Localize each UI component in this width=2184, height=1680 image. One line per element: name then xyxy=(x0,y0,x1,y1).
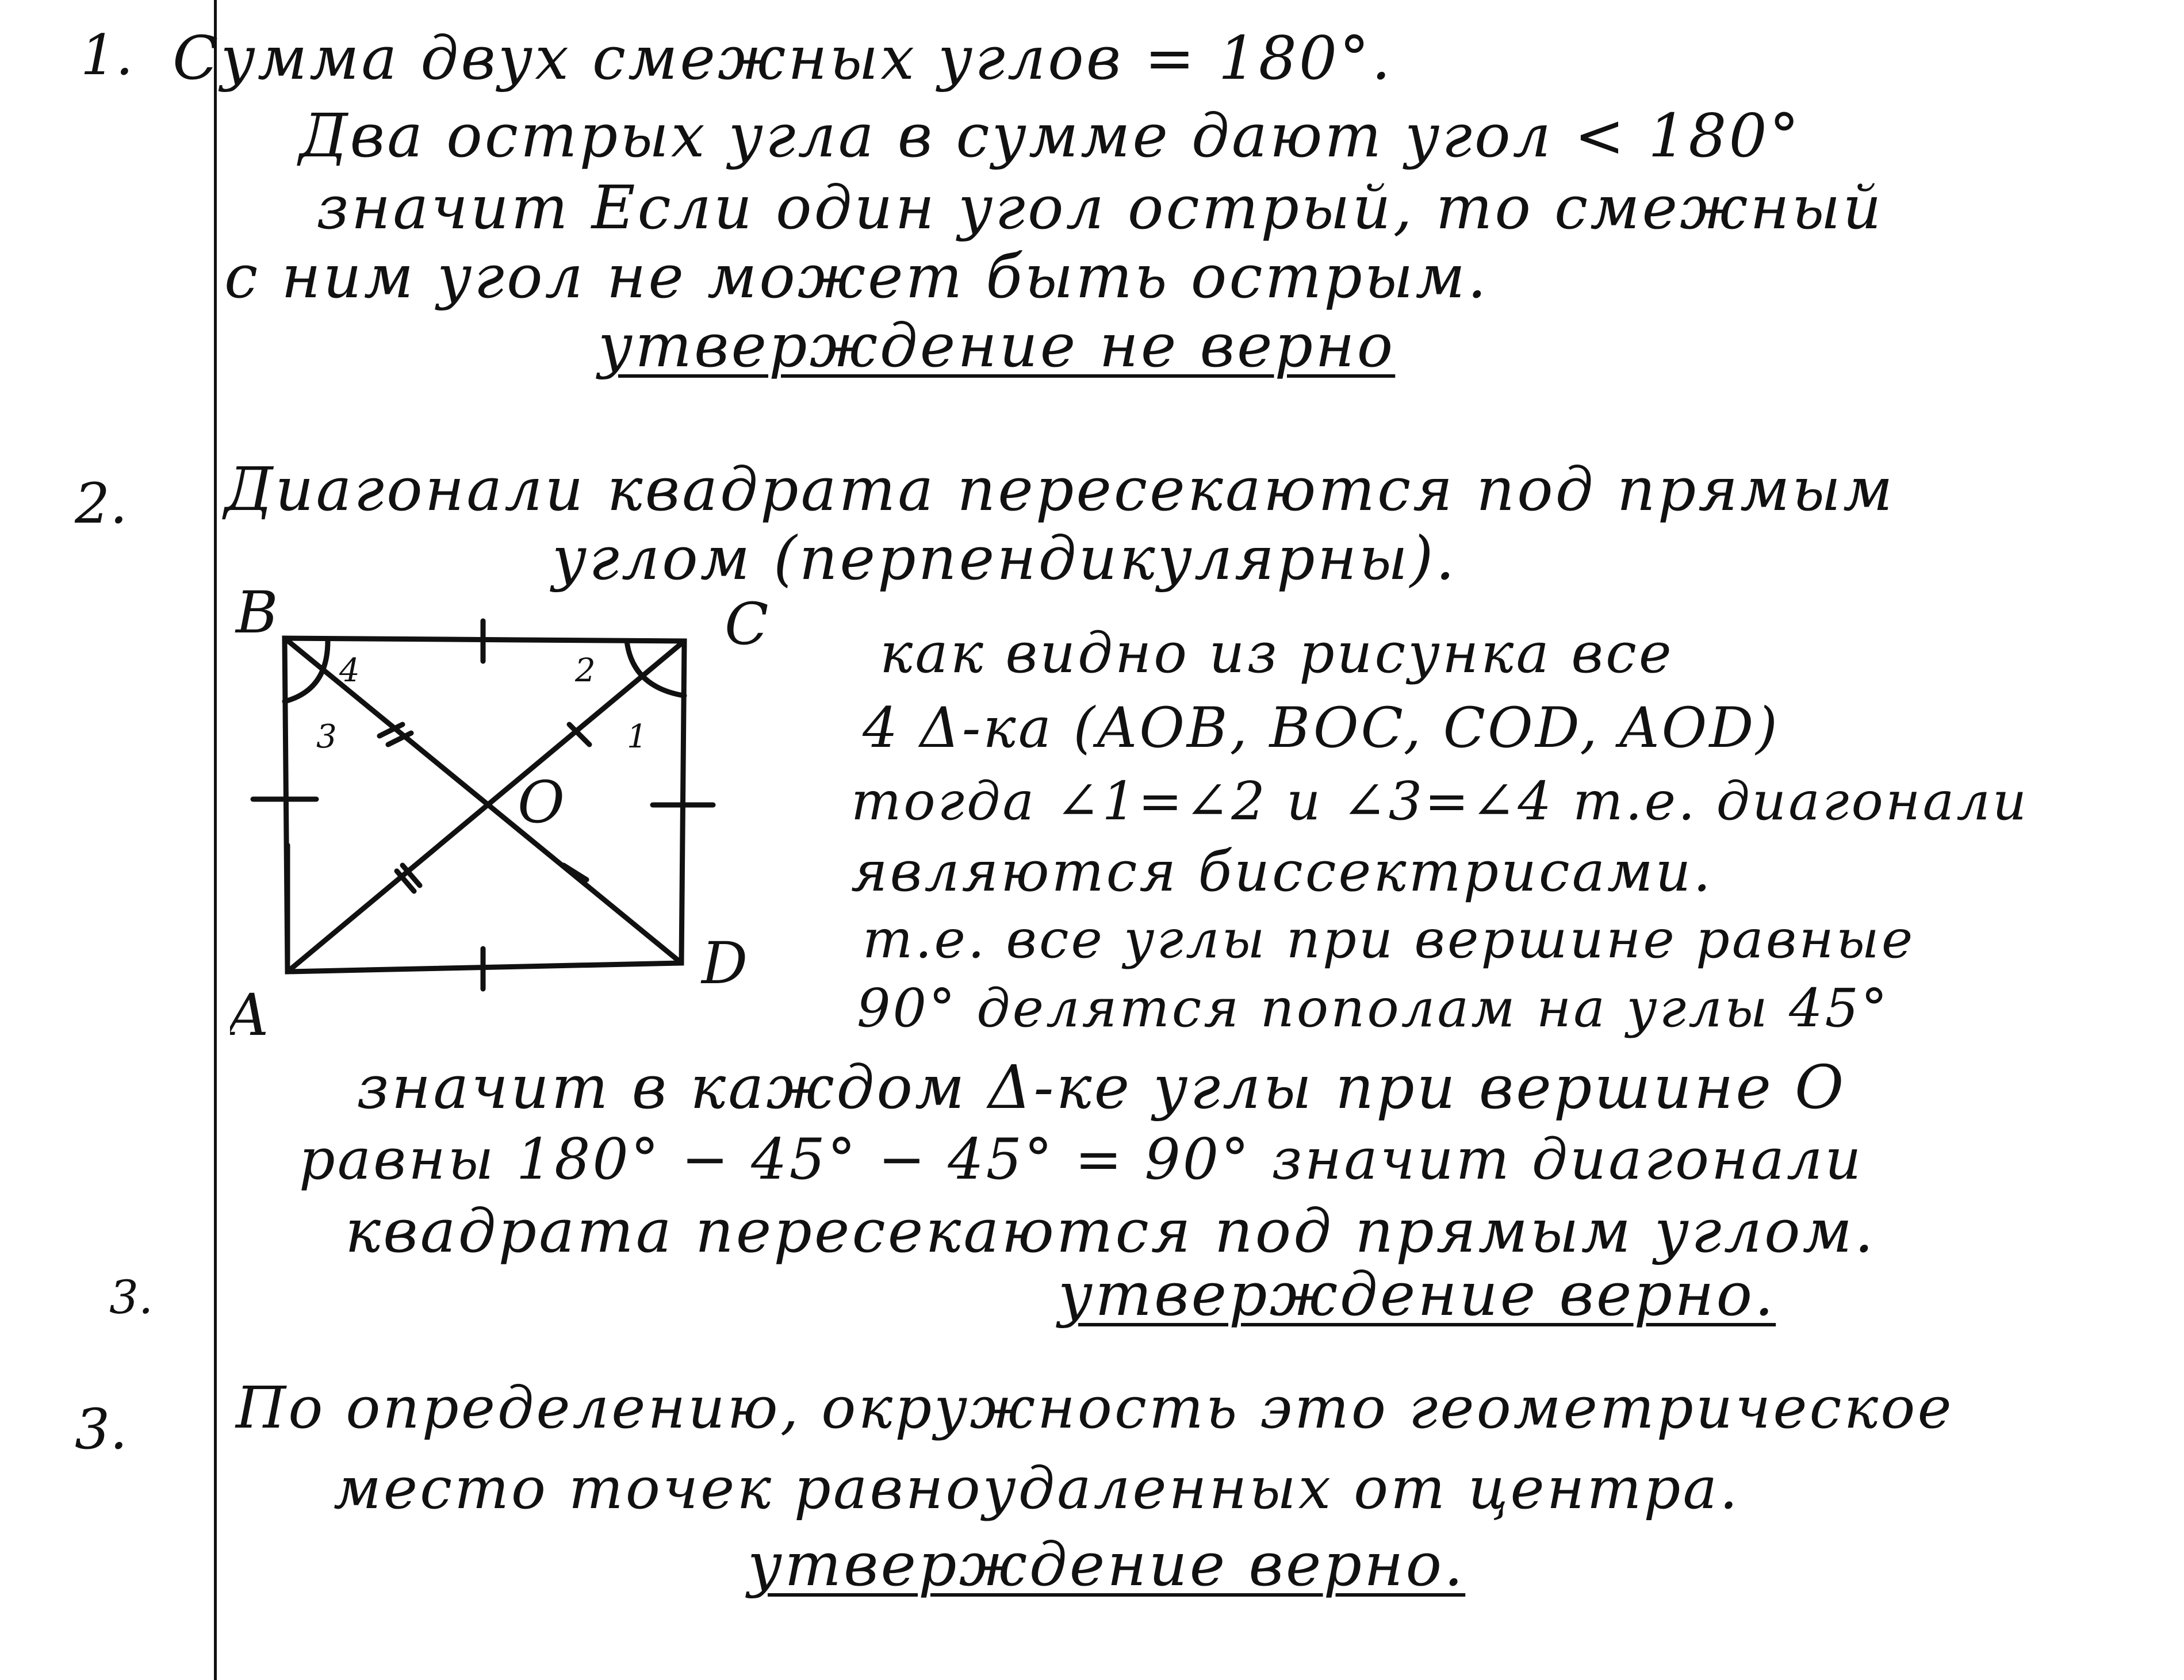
item-3-line-1: По определению, окружность это геометрическое xyxy=(236,1374,1954,1441)
item-1-line-2: Два острых угла в сумме дают угол < 180° xyxy=(299,101,1802,171)
angle-3-label: 3 xyxy=(316,718,337,755)
item-2-after-1: значит в каждом Δ-ке углы при вершине O xyxy=(357,1052,1846,1122)
item-2-after-3: квадрата пересекаются под прямым углом. xyxy=(345,1196,1876,1266)
item-3-conclusion: утверждение верно. xyxy=(748,1529,1466,1600)
item-1-line-1: Сумма двух смежных углов = 180°. xyxy=(173,23,1393,93)
item-2-side-6: 90° делятся пополам на углы 45° xyxy=(857,977,1890,1039)
margin-line xyxy=(214,0,217,1680)
vertex-a-label: A xyxy=(230,981,269,1049)
item-3-line-2: место точек равноудаленных от центра. xyxy=(334,1455,1740,1522)
item-2-side-1: как видно из рисунка все xyxy=(880,621,1674,685)
item-2-after-2: равны 180° − 45° − 45° = 90° значит диагонали xyxy=(299,1127,1864,1192)
square-figure xyxy=(230,581,863,1052)
arc-b xyxy=(285,641,328,701)
vertex-d-label: D xyxy=(702,930,748,997)
angle-2-label: 2 xyxy=(575,652,596,689)
item-2-line-1: Диагонали квадрата пересекаются под прямым xyxy=(224,454,1895,524)
item-1-number: 1. xyxy=(81,23,133,87)
item-2-line-2: углом (перпендикулярны). xyxy=(552,523,1457,593)
item-3-number: 3. xyxy=(75,1397,128,1462)
item-2-side-4: являются биссектрисами. xyxy=(851,839,1713,904)
item-2-number: 2. xyxy=(75,471,128,536)
item-2-side-3: тогда ∠1=∠2 и ∠3=∠4 т.е. диагонали xyxy=(851,770,2029,832)
vertex-c-label: C xyxy=(725,590,769,658)
item-2-side-2: 4 Δ-ка (AOB, BOC, COD, AOD) xyxy=(863,696,1780,760)
item-1-line-4: с ним угол не может быть острым. xyxy=(224,241,1489,312)
item-1-line-3: значит Если один угол острый, то смежный xyxy=(316,172,1884,243)
angle-1-label: 1 xyxy=(627,718,647,755)
item-2-conclusion: утверждение верно. xyxy=(1058,1259,1776,1329)
square-diagram xyxy=(230,581,863,1052)
stray-item-mark: 3. xyxy=(109,1271,154,1324)
item-1-conclusion: утверждение не верно xyxy=(598,310,1396,381)
center-o-label: O xyxy=(518,769,565,836)
vertex-b-label: B xyxy=(236,581,278,646)
item-2-side-5: т.е. все углы при вершине равные xyxy=(863,908,1915,970)
angle-4-label: 4 xyxy=(339,652,360,689)
